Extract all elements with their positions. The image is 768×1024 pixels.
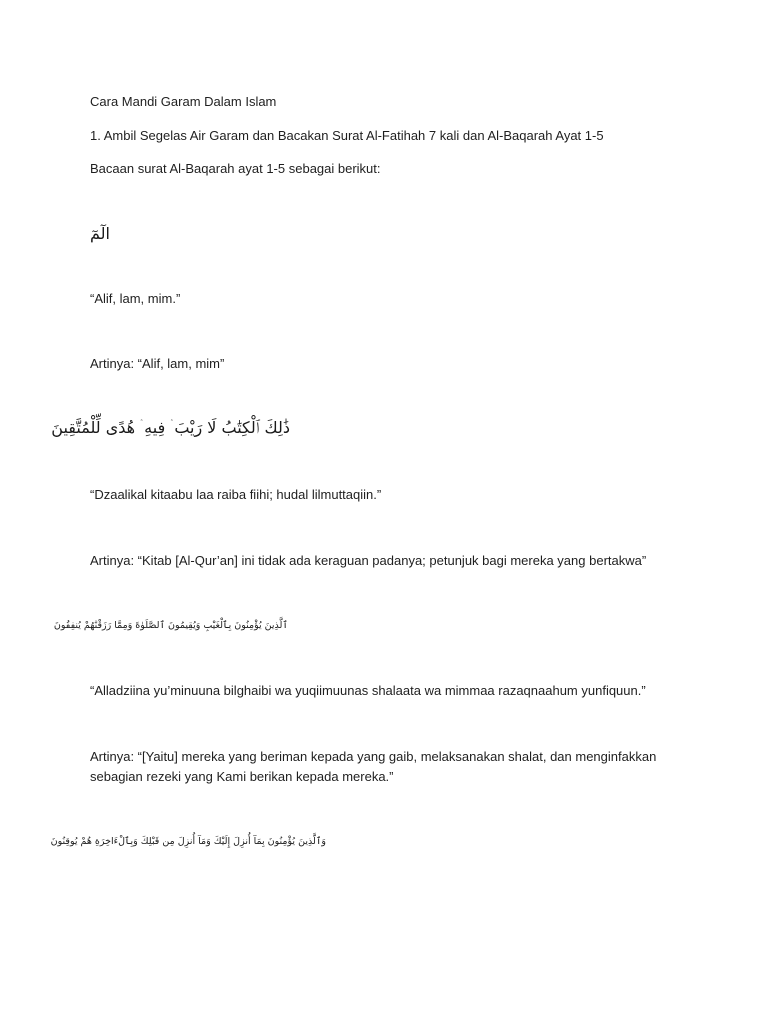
verse-2-latin: “Dzaalikal kitaabu laa raiba fiihi; hudal lilmuttaqiin.” bbox=[90, 487, 382, 502]
verse-1-meaning: Artinya: “Alif, lam, mim” bbox=[90, 356, 225, 371]
verse-3-meaning: Artinya: “[Yaitu] mereka yang beriman kepada yang gaib, melaksanakan shalat, dan menginfakkan sebagian rezeki yang Kami berikan kepada mereka.” bbox=[90, 749, 657, 784]
verse-2-meaning: Artinya: “Kitab [Al-Qur’an] ini tidak ada keraguan padanya; petunjuk bagi mereka yang bertakwa” bbox=[90, 553, 647, 568]
verse-2-arabic: ذَٰلِكَ ٱلْكِتَٰبُ لَا رَيْبَ ۛ فِيهِ ۛ هُدًى لِّلْمُتَّقِينَ bbox=[51, 418, 290, 437]
verse-1-latin: “Alif, lam, mim.” bbox=[90, 291, 181, 306]
document-title: Cara Mandi Garam Dalam Islam bbox=[90, 94, 277, 109]
step-1-instruction: 1. Ambil Segelas Air Garam dan Bacakan Surat Al-Fatihah 7 kali dan Al-Baqarah Ayat 1-5 bbox=[90, 128, 604, 143]
intro-text: Bacaan surat Al-Baqarah ayat 1-5 sebagai berikut: bbox=[90, 161, 381, 176]
verse-3-latin: “Alladziina yu’minuuna bilghaibi wa yuqiimuunas shalaata wa mimmaa razaqnaahum yunfiquun.” bbox=[90, 683, 646, 698]
verse-1-arabic: الٓمٓ bbox=[90, 224, 110, 243]
verse-4-arabic: وَٱلَّذِينَ يُؤْمِنُونَ بِمَآ أُنزِلَ إِلَيْكَ وَمَآ أُنزِلَ مِن قَبْلِكَ وَبِٱلْءَاخِرَةِ هُمْ يُوقِنُونَ bbox=[50, 836, 326, 847]
verse-3-arabic: ٱلَّذِينَ يُؤْمِنُونَ بِٱلْغَيْبِ وَيُقِيمُونَ ٱلصَّلَوٰةَ وَمِمَّا رَزَقْنَٰهُمْ يُنفِقُونَ bbox=[53, 620, 288, 631]
